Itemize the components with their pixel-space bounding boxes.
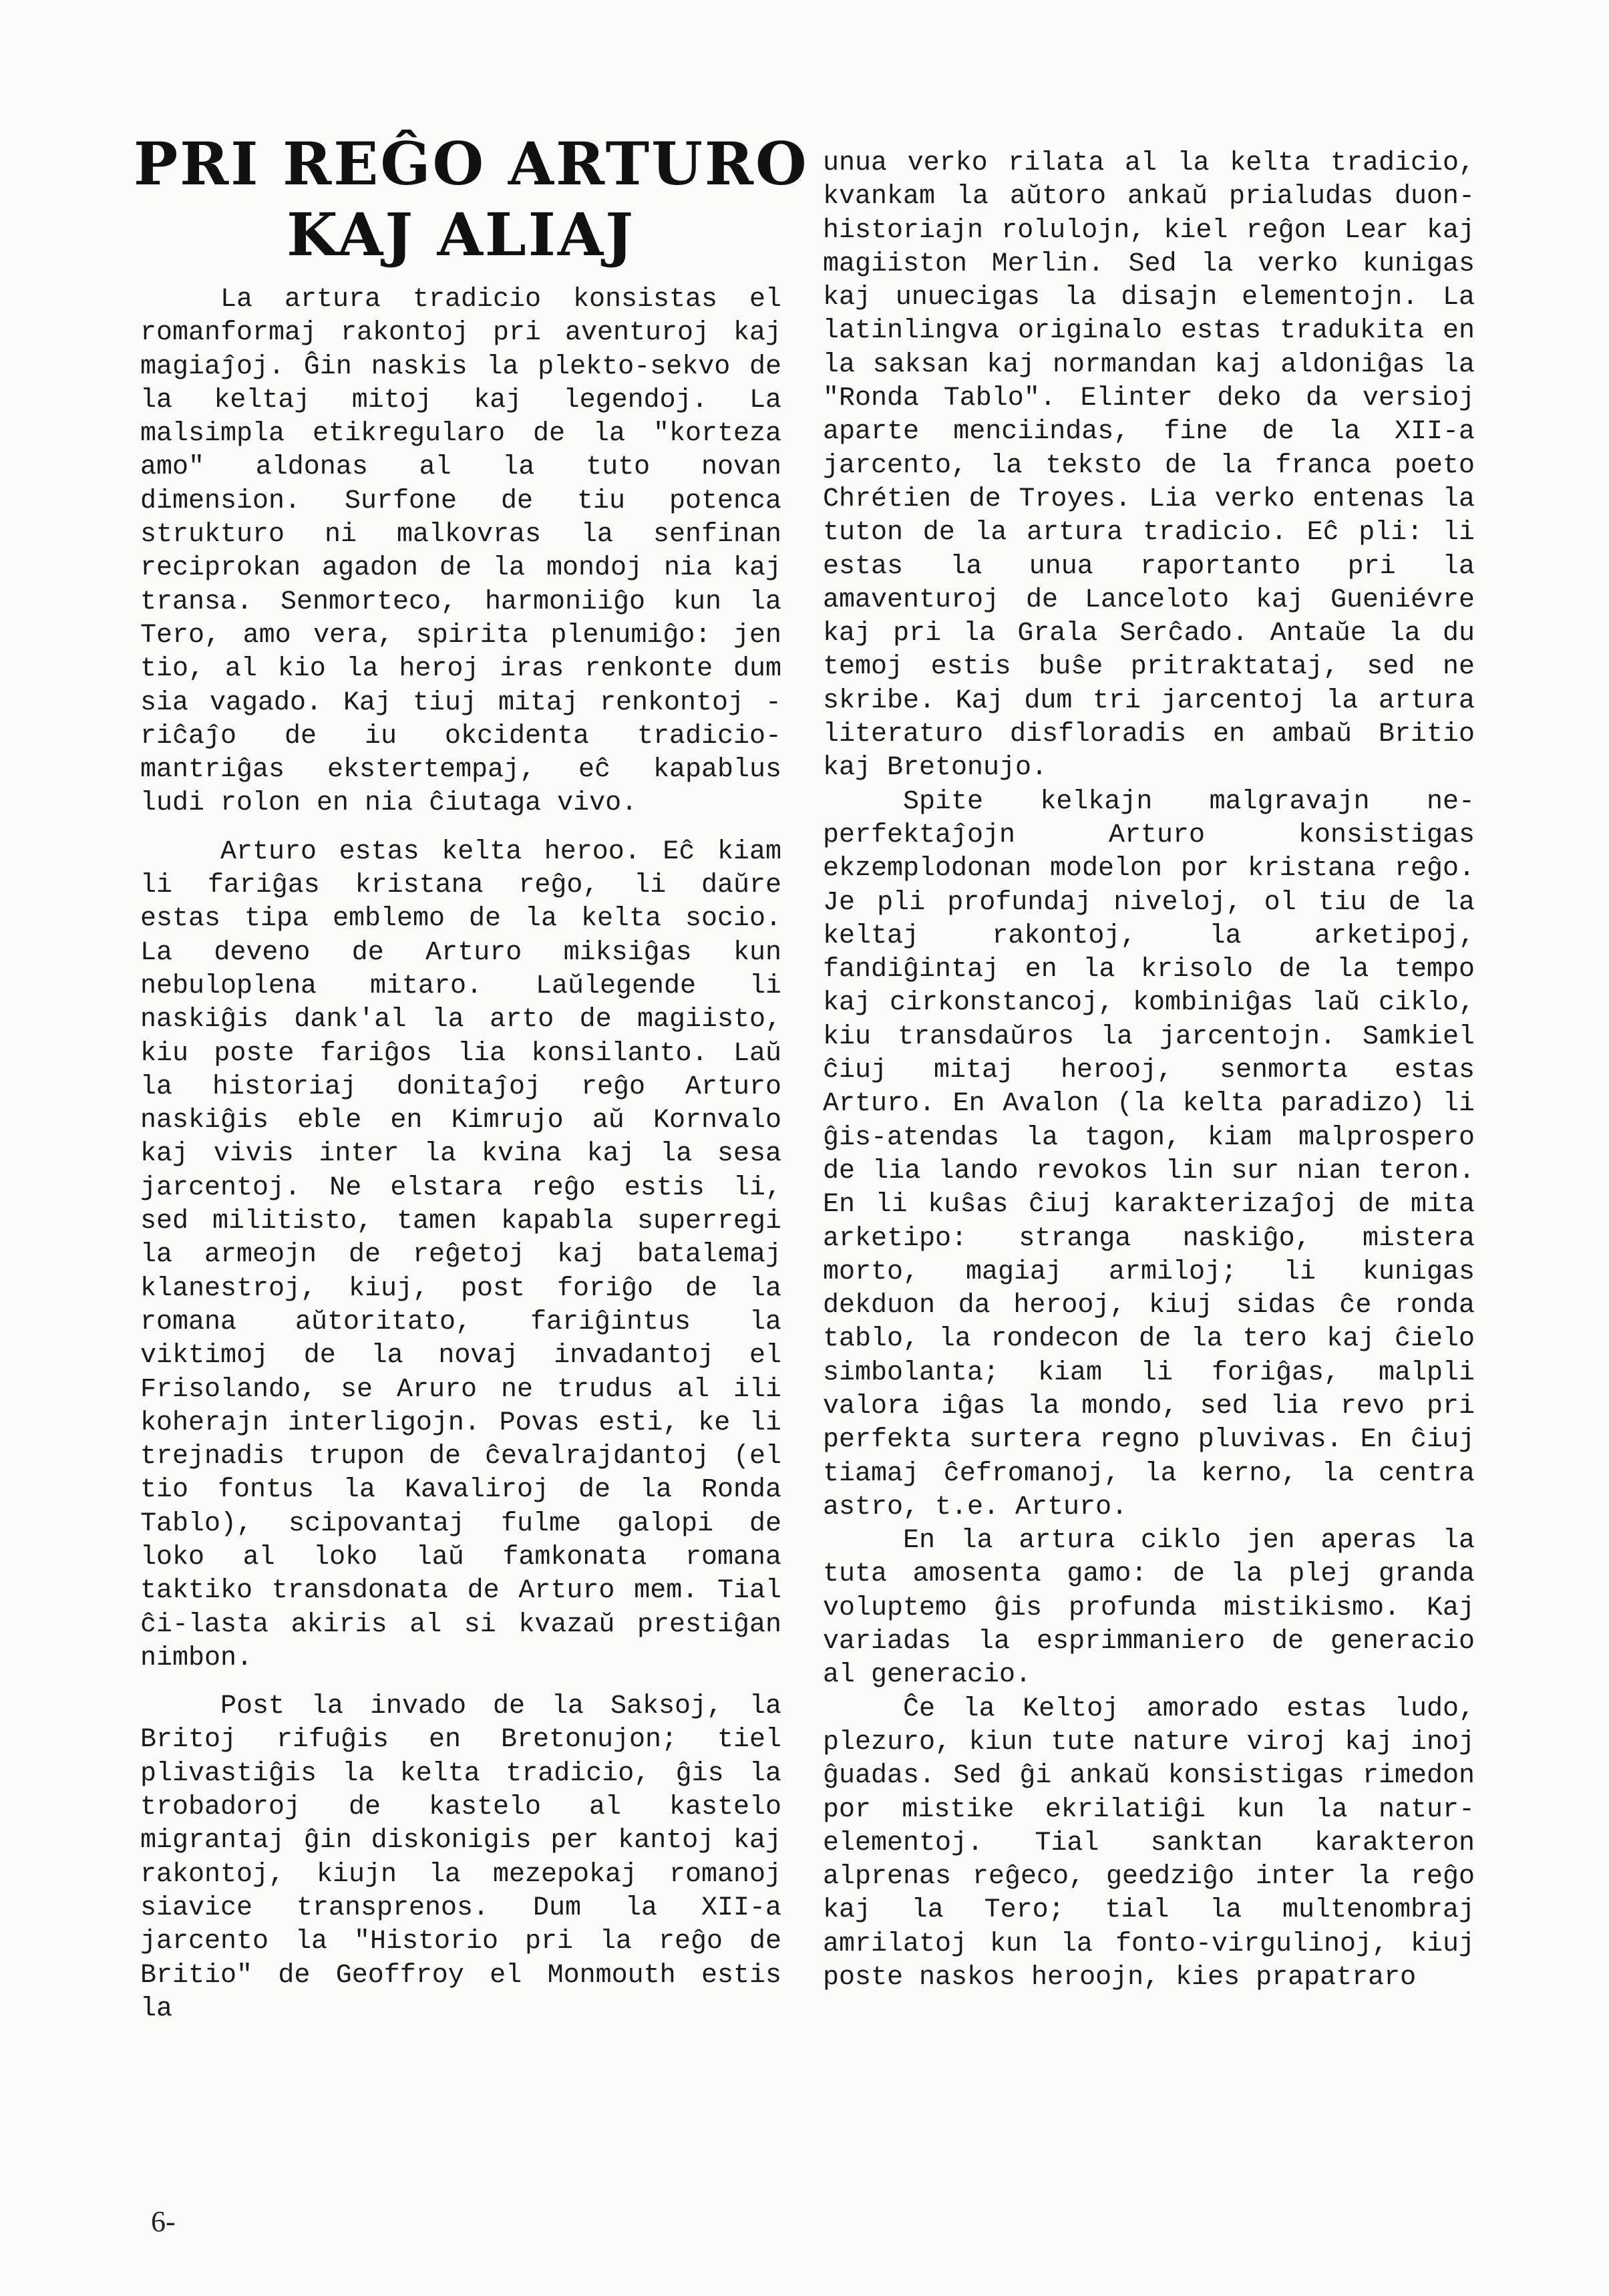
paragraph: Spite kelkajn malgravajn ne-perfektaĵojn Arturo konsistigas ekzemplodonan modelon por kristana reĝo. Je pli profundaj niveloj, ol tiu de la keltaj rakontoj, la arketipoj, fandiĝintaj en la krisolo de la tempo kaj cirkonstancoj, kombiniĝas laŭ ciklo, kiu transdaŭros la jarcentojn. Samkiel ĉiuj mitaj herooj, senmorta estas Arturo. En Avalon (la kelta paradizo) li ĝis-atendas la tagon, kiam malprospero de lia lando revokos lin sur nian teron. En li kuŝas ĉiuj karakterizaĵoj de mita arketipo: stranga naskiĝo, mistera morto, magiaj armiloj; li kunigas dekduon da herooj, kiuj sidas ĉe ronda tablo, la rondecon de la tero kaj ĉielo simbolanta; kiam li foriĝas, malpli valora iĝas la mondo, sed lia revo pri perfekta surtera regno pluvivas. En ĉiuj tiamaj ĉefromanoj, la kerno, la centra astro, t.e. Arturo. bbox=[823, 786, 1475, 1522]
title-line-1: PRI REĜO ARTURO bbox=[134, 129, 809, 198]
paragraph: unua verko rilata al la kelta tradicio, kvankam la aŭtoro ankaŭ prialudas duon-historiajn rolulojn, kiel reĝon Lear kaj magiiston Merlin. Sed la verko kunigas kaj unuecigas la disajn elementojn. La latinlingva originalo estas tradukita en la saksan kaj normandan kaj aldoniĝas la "Ronda Tablo". Elinter deko da versioj aparte menciindas, fine de la XII-a jarcento, la teksto de la franca poeto Chrétien de Troyes. Lia verko entenas la tuton de la artura tradicio. Eĉ pli: li estas la unua raportanto pri la amaventuroj de Lanceloto kaj Gueniévre kaj pri la Grala Serĉado. Antaŭe la du temoj estis buŝe pritraktataj, sed ne skribe. Kaj dum tri jarcentoj la artura literaturo disfloradis en ambaŭ Britio kaj Bretonujo. bbox=[823, 148, 1475, 784]
paragraph: Post la invado de la Saksoj, la Britoj rifuĝis en Bretonujon; tiel plivastiĝis la kelta tradicio, ĝis la trobadoroj de kastelo al kastelo migrantaj ĝin diskonigis per kantoj kaj rakontoj, kiujn la mezepokaj romanoj siavice transprenos. Dum la XII-a jarcento la "Historio pri la reĝo de Britio" de Geoffroy el Monmouth estis la bbox=[140, 1691, 781, 2024]
left-text-column bbox=[140, 283, 781, 2026]
paragraph: Ĉe la Keltoj amorado estas ludo, plezuro, kiun tute nature viroj kaj inoj ĝuadas. Sed ĝi ankaŭ konsistigas rimedon por mistike ekrilatiĝi kun la natur-elementoj. Tial sanktan karakteron alprenas reĝeco, geedziĝo inter la reĝo kaj la Tero; tial la multenombraj amrilatoj kun la fonto-virgulinoj, kiuj poste naskos heroojn, kies prapatraro bbox=[823, 1693, 1475, 1993]
page-number: 6- bbox=[151, 2205, 176, 2238]
paragraph: Arturo estas kelta heroo. Eĉ kiam li fariĝas kristana reĝo, li daŭre estas tipa emblemo de la kelta socio. La deveno de Arturo miksiĝas kun nebuloplena mitaro. Laŭlegende li naskiĝis dank'al la arto de magiisto, kiu poste fariĝos lia konsilanto. Laŭ la historiaj donitaĵoj reĝo Arturo naskiĝis eble en Kimrujo aŭ Kornvalo kaj vivis inter la kvina kaj la sesa jarcentoj. Ne elstara reĝo estis li, sed militisto, tamen kapabla superregi la armeojn de reĝetoj kaj batalemaj klanestroj, kiuj, post foriĝo de la romana aŭtoritato, fariĝintus la viktimoj de la novaj invadantoj el Frisolando, se Aruro ne trudus al ili koherajn interligojn. Povas esti, ke li trejnadis trupon de ĉevalrajdantoj (el tio fontus la Kavaliroj de la Ronda Tablo), scipovantaj fulme galopi de loko al loko laŭ famkonata romana taktiko transdonata de Arturo mem. Tial ĉi-lasta akiris al si kvazaŭ prestiĝan nimbon. bbox=[140, 836, 781, 1673]
title-line-2: KAJ ALIAJ bbox=[287, 200, 635, 269]
paragraph: En la artura ciklo jen aperas la tuta amosenta gamo: de la plej granda voluptemo ĝis profunda mistikismo. Kaj variadas la esprimmaniero de generacio al generacio. bbox=[823, 1526, 1475, 1691]
right-text-column bbox=[823, 147, 1475, 1995]
article-title bbox=[134, 128, 809, 270]
paragraph: La artura tradicio konsistas el romanformaj rakontoj pri aventuroj kaj magiaĵoj. Ĝin naskis la plekto-sekvo de la keltaj mitoj kaj legendoj. La malsimpla etikregularo de la "korteza amo" aldonas al la tuto novan dimension. Surfone de tiu potenca strukturo ni malkovras la senfinan reciprokan agadon de la mondoj nia kaj transa. Senmorteco, harmoniiĝo kun la Tero, amo vera, spirita plenumiĝo: jen tio, al kio la heroj iras renkonte dum sia vagado. Kaj tiuj mitaj renkontoj - riĉaĵo de iu okcidenta tradicio- mantriĝas ekstertempaj, eĉ kapablus ludi rolon en nia ĉiutaga vivo. bbox=[140, 285, 781, 819]
